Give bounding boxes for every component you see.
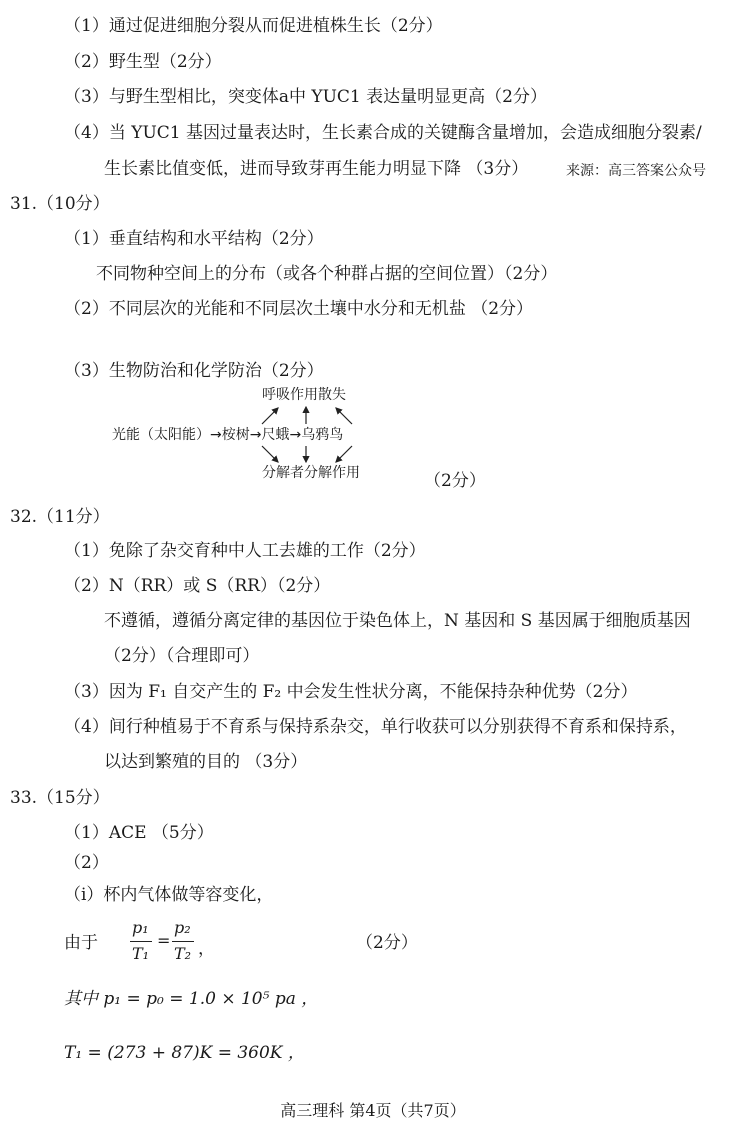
- q33-temperature-line: T₁ = (273 + 87)K = 360K ，: [64, 1043, 305, 1063]
- q32-answer-1: （1）免除了杂交育种中人工去雄的工作（2分）: [64, 541, 426, 561]
- diagram-respiration-label: 呼吸作用散失: [262, 387, 346, 403]
- q31-diagram-score: （2分）: [424, 471, 486, 491]
- diagram-food-chain: 光能（太阳能）→桉树→尺蛾→乌鸦鸟: [112, 427, 344, 443]
- eq-t2: T₂: [174, 944, 192, 963]
- eq-fraction-bar-right: [172, 941, 194, 942]
- equation-tail: ，: [198, 939, 215, 959]
- q32-answer-2b-line1: 不遵循，遵循分离定律的基因位于染色体上，N 基因和 S 基因属于细胞质基因: [104, 611, 691, 631]
- q30-answer-4-line1: （4）当 YUC1 基因过量表达时，生长素合成的关键酶含量增加，会造成细胞分裂素/: [64, 123, 702, 143]
- eq-t1: T₁: [132, 944, 150, 963]
- q31-title: 31.（10分）: [10, 194, 110, 214]
- arrow-bird-to-respiration: [336, 408, 352, 424]
- q31-answer-1b: 不同物种空间上的分布（或各个种群占据的空间位置）（2分）: [96, 264, 558, 284]
- q30-answer-3: （3）与野生型相比，突变体a中 YUC1 表达量明显更高（2分）: [64, 87, 547, 107]
- q32-answer-4-line1: （4）间行种植易于不育系与保持系杂交，单行收获可以分别获得不育系和保持系，: [64, 717, 687, 737]
- arrow-tree-to-decomposer: [262, 446, 278, 462]
- q33-pressure-line: 其中 p₁ = p₀ = 1.0 × 10⁵ pa ，: [64, 989, 319, 1009]
- equation-score: （2分）: [356, 933, 418, 953]
- q33-answer-2: （2）: [64, 853, 109, 873]
- q33-answer-1: （1）ACE （5分）: [64, 823, 214, 843]
- diagram-arrows: [112, 386, 412, 496]
- q33-title: 33.（15分）: [10, 788, 110, 808]
- energy-flow-diagram: [112, 386, 412, 496]
- q31-answer-1: （1）垂直结构和水平结构（2分）: [64, 229, 324, 249]
- eq-fraction-bar-left: [130, 941, 152, 942]
- q32-answer-3: （3）因为 F₁ 自交产生的 F₂ 中会发生性状分离，不能保持杂种优势（2分）: [64, 682, 638, 702]
- gas-law-equation: [130, 918, 196, 968]
- q32-answer-2: （2）N（RR）或 S（RR）（2分）: [64, 576, 331, 596]
- eq-p1: p₁: [132, 918, 149, 937]
- equation-lead: 由于: [64, 933, 98, 953]
- page-footer: 高三理科 第4页（共7页）: [280, 1101, 466, 1120]
- q32-answer-4-line2: 以达到繁殖的目的 （3分）: [104, 752, 308, 772]
- eq-p2: p₂: [174, 918, 191, 937]
- arrow-tree-to-respiration: [262, 408, 278, 424]
- eq-equals: =: [157, 931, 171, 950]
- arrow-bird-to-decomposer: [336, 446, 352, 462]
- q30-answer-1: （1）通过促进细胞分裂从而促进植株生长（2分）: [64, 16, 443, 36]
- q31-answer-2: （2）不同层次的光能和不同层次土壤中水分和无机盐 （2分）: [64, 299, 534, 319]
- q31-answer-3: （3）生物防治和化学防治（2分）: [64, 361, 324, 381]
- diagram-decomposer-label: 分解者分解作用: [262, 465, 360, 481]
- q32-title: 32.（11分）: [10, 507, 110, 527]
- q30-answer-4-line2: 生长素比值变低，进而导致芽再生能力明显下降 （3分）: [104, 159, 529, 179]
- q33-part-i: （i）杯内气体做等容变化，: [64, 885, 274, 905]
- q30-answer-2: （2）野生型（2分）: [64, 52, 222, 72]
- source-watermark: 来源：高三答案公众号: [566, 163, 706, 179]
- q32-answer-2b-line2: （2分）（合理即可）: [104, 646, 260, 666]
